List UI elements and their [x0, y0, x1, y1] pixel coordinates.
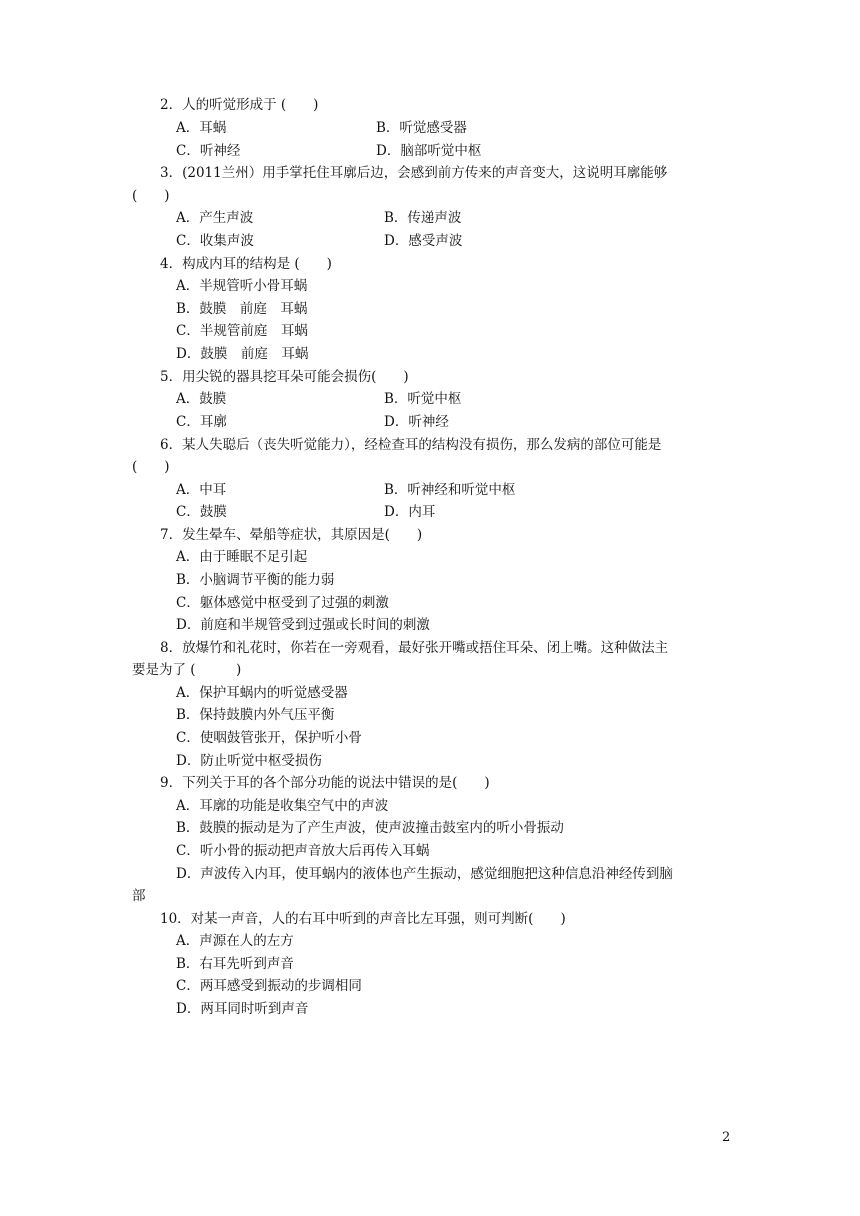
question-stem: 3．(2011兰州）用手掌托住耳廓后边，会感到前方传来的声音变大，这说明耳廓能够	[160, 165, 668, 181]
option-d: D．防止听觉中枢受损伤	[176, 753, 322, 769]
question-stem-continued: ( )	[132, 188, 170, 204]
question-stem: 2．人的听觉形成于 ( )	[160, 97, 319, 113]
question-stem: 4．构成内耳的结构是 ( )	[160, 256, 332, 272]
option-c: C．躯体感觉中枢受到了过强的刺激	[176, 595, 389, 611]
option-b: B．听神经和听觉中枢	[384, 482, 516, 498]
question-stem-continued: ( )	[132, 459, 170, 475]
question-stem: 10．对某一声音，人的右耳中听到的声音比左耳强，则可判断( )	[160, 911, 566, 927]
option-c: C．听小骨的振动把声音放大后再传入耳蜗	[176, 843, 430, 859]
option-d: D．脑部听觉中枢	[376, 143, 482, 159]
option-a: A．半规管听小骨耳蜗	[176, 278, 308, 294]
option-d: D．前庭和半规管受到过强或长时间的刺激	[176, 617, 430, 633]
option-b: B．小脑调节平衡的能力弱	[176, 572, 335, 588]
question-stem: 7．发生晕车、晕船等症状，其原因是( )	[160, 527, 423, 543]
option-d-continued: 部	[132, 888, 146, 904]
page-number: 2	[722, 1130, 731, 1145]
option-b: B．保持鼓膜内外气压平衡	[176, 707, 335, 723]
option-a: A．产生声波	[176, 210, 254, 226]
option-a: A．由于睡眠不足引起	[176, 549, 308, 565]
option-b: B．听觉中枢	[384, 391, 462, 407]
option-d: D．声波传入内耳，使耳蜗内的液体也产生振动，感觉细胞把这种信息沿神经传到脑	[176, 866, 673, 882]
option-d: D．两耳同时听到声音	[176, 1001, 309, 1017]
option-b: B．听觉感受器	[376, 120, 467, 136]
option-c: C．鼓膜	[176, 504, 227, 520]
option-d: D．鼓膜 前庭 耳蜗	[176, 346, 309, 362]
option-a: A．耳蜗	[176, 120, 227, 136]
option-d: D．内耳	[384, 504, 436, 520]
option-a: A．声源在人的左方	[176, 933, 294, 949]
option-d: D．感受声波	[384, 233, 463, 249]
option-b: B．右耳先听到声音	[176, 956, 294, 972]
option-c: C．听神经	[176, 143, 241, 159]
option-b: B．传递声波	[384, 210, 462, 226]
question-stem: 5．用尖锐的器具挖耳朵可能会损伤( )	[160, 369, 409, 385]
option-c: C．收集声波	[176, 233, 254, 249]
option-a: A．耳廓的功能是收集空气中的声波	[176, 798, 389, 814]
option-c: C．使咽鼓管张开，保护听小骨	[176, 730, 362, 746]
question-stem: 8．放爆竹和礼花时，你若在一旁观看，最好张开嘴或捂住耳朵、闭上嘴。这种做法主	[160, 640, 669, 656]
option-a: A．保护耳蜗内的听觉感受器	[176, 685, 348, 701]
option-d: D．听神经	[384, 414, 449, 430]
question-stem-continued: 要是为了 ( )	[132, 662, 242, 678]
option-a: A．中耳	[176, 482, 227, 498]
option-c: C．耳廓	[176, 414, 227, 430]
question-stem: 9．下列关于耳的各个部分功能的说法中错误的是( )	[160, 775, 490, 791]
option-b: B．鼓膜的振动是为了产生声波，使声波撞击鼓室内的听小骨振动	[176, 820, 564, 836]
option-c: C．半规管前庭 耳蜗	[176, 323, 308, 339]
question-stem: 6．某人失聪后（丧失听觉能力），经检查耳的结构没有损伤，那么发病的部位可能是	[160, 437, 662, 453]
option-a: A．鼓膜	[176, 391, 227, 407]
option-c: C．两耳感受到振动的步调相同	[176, 978, 362, 994]
option-b: B．鼓膜 前庭 耳蜗	[176, 301, 308, 317]
